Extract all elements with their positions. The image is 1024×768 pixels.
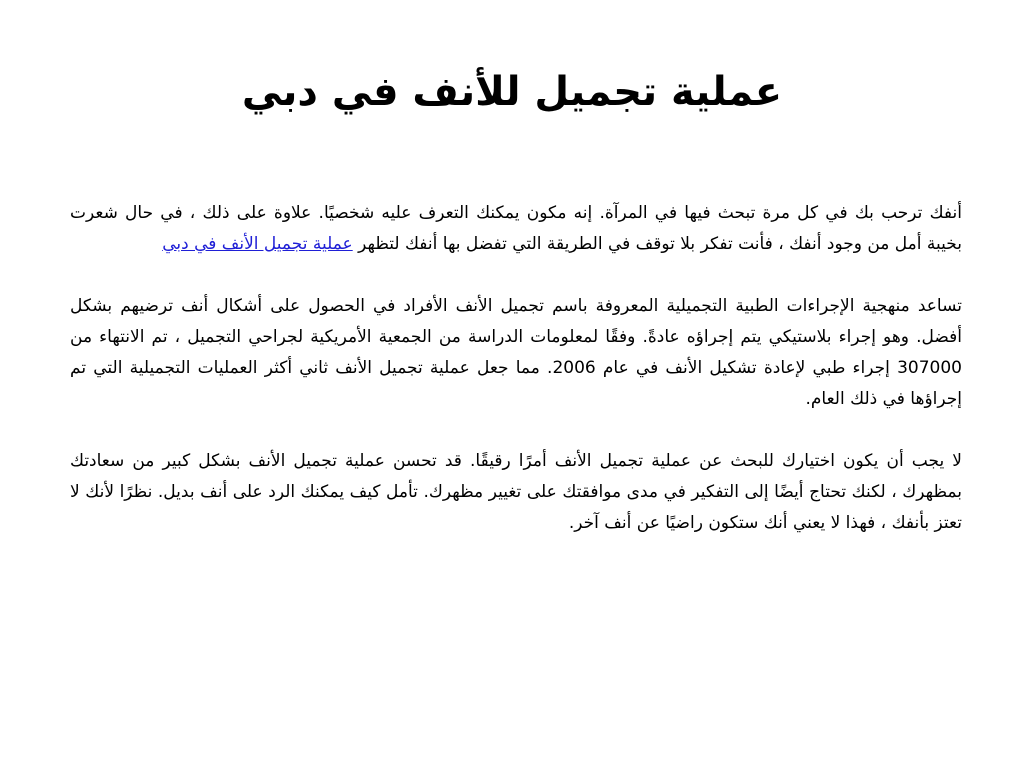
slide-body <box>70 198 962 539</box>
page-title: عملية تجميل للأنف في دبي <box>241 69 783 115</box>
paragraph-considerations: لا يجب أن يكون اختيارك للبحث عن عملية تجميل الأنف أمرًا رقيقًا. قد تحسن عملية تجميل الأنف بشكل كبير من سعادتك بمظهرك ، لكنك تحتاج أيضًا إلى التفكير في مدى موافقتك على تغيير مظهرك. تأمل كيف يمكنك الرد على أنف بديل. نظرًا لأنك لا تعتز بأنفك ، فهذا لا يعني أنك ستكون راضيًا عن أنف آخر. <box>70 451 962 533</box>
rhinoplasty-dubai-link[interactable]: عملية تجميل الأنف في دبي <box>162 234 353 254</box>
paragraph-intro-text: أنفك ترحب بك في كل مرة تبحث فيها في المرآة. إنه مكون يمكنك التعرف عليه شخصيًا. علاوة على ذلك ، في حال شعرت بخيبة أمل من وجود أنفك ، فأنت تفكر بلا توقف في الطريقة التي تفضل بها أنفك لتظهر <box>70 203 962 254</box>
paragraph-intro <box>70 198 962 260</box>
paragraph-statistics: تساعد منهجية الإجراءات الطبية التجميلية المعروفة باسم تجميل الأنف الأفراد في الحصول على أشكال أنف ترضيهم بشكل أفضل. وهو إجراء بلاستيكي يتم إجراؤه عادةً. وفقًا لمعلومات الدراسة من الجمعية الأمريكية لجراحي التجميل ، تم الانتهاء من 307000 إجراء طبي لإعادة تشكيل الأنف في عام 2006. مما جعل عملية تجميل الأنف ثاني أكثر العمليات التجميلية التي تم إجراؤها في ذلك العام. <box>70 296 962 409</box>
